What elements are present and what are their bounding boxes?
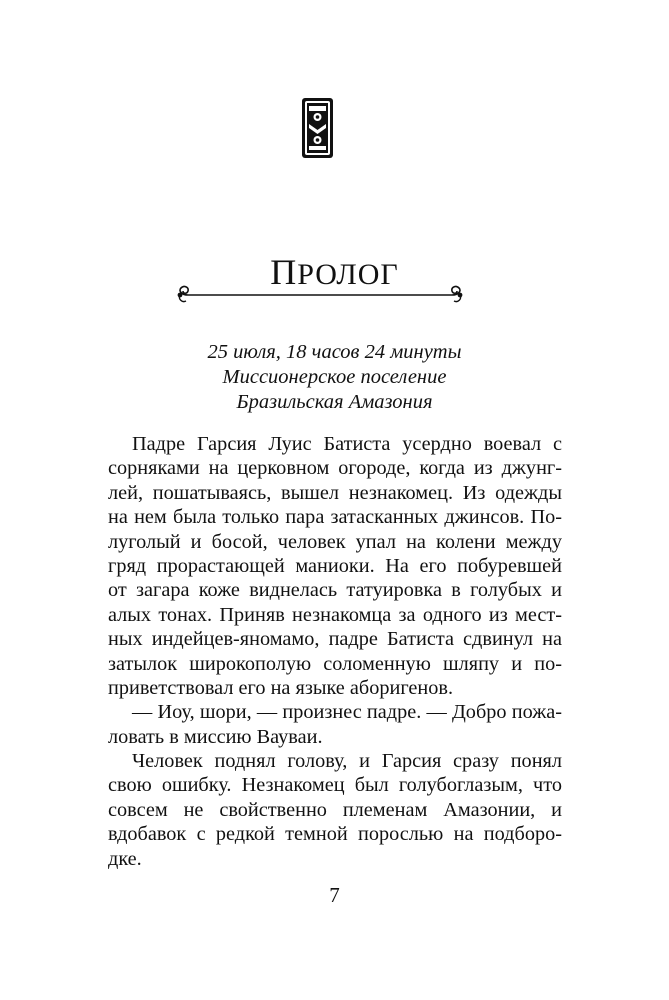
text-line: — Иоу, шори, — произнес падре. — Добро пожа-: [132, 701, 562, 724]
dateline-place: Миссионерское поселение: [222, 366, 447, 388]
text-line: Падре Гарсия Луис Батиста усердно воевал с: [132, 433, 562, 455]
text-line: алых тонах. Приняв незнакомца за одного из мест-: [108, 603, 562, 626]
text-line: ных индейцев-яномамо, падре Батиста сдвинул на: [108, 628, 562, 651]
text-line: на нем была только пара затасканных джинсов. По-: [108, 506, 562, 529]
text-line: вдобавок с редкой темной порослью на подборо-: [108, 823, 562, 846]
chapter-title-initial: П: [270, 252, 298, 292]
body-text: [108, 432, 562, 871]
text-line: лей, пошатываясь, вышел незнакомец. Из одежды: [108, 481, 562, 504]
chapter-ornament-icon: [301, 97, 334, 159]
text-line: свою ошибку. Незнакомец был голубоглазым, что: [108, 774, 562, 797]
text-line: дке.: [108, 847, 142, 870]
text-line: ловать в миссию Вауваи.: [108, 725, 323, 748]
dateline: [0, 340, 669, 415]
chapter-title-rest: РОЛОГ: [297, 258, 399, 291]
text-line: сорняками на церковном огороде, когда из джунг-: [108, 457, 562, 480]
page-number: 7: [329, 883, 340, 907]
text-line: от загара коже виднелась татуировка в голубых и: [108, 579, 562, 602]
title-flourish-rule: [170, 285, 470, 305]
text-line: совсем не свойственно племенам Амазонии, и: [108, 798, 562, 821]
text-line: гряд прорастающей маниоки. На его побуревшей: [108, 554, 562, 577]
text-line: затылок широкополую соломенную шляпу и по-: [108, 652, 562, 675]
text-line: Человек поднял голову, и Гарсия сразу понял: [132, 750, 562, 773]
text-line: луголый и босой, человек упал на колени между: [108, 530, 562, 553]
dateline-region: Бразильская Амазония: [236, 391, 433, 413]
text-line: приветствовал его на языке аборигенов.: [108, 676, 454, 699]
dateline-time: 25 июля, 18 часов 24 минуты: [207, 341, 462, 363]
